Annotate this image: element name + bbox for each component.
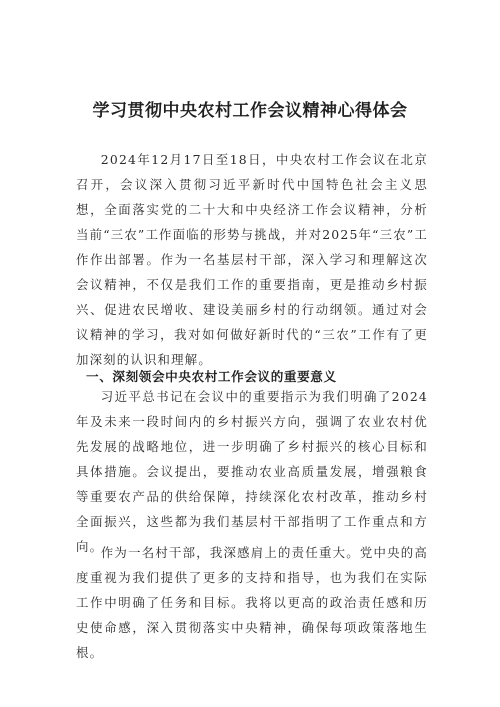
document-title: 学习贯彻中央农村工作会议精神心得体会: [92, 101, 408, 121]
paragraph-text: 作为一名村干部，我深感肩上的责任重大。党中央的高度重视为我们提供了更多的支持和指导，也为我们在实际工作中明确了任务和目标。我将以更高的政治责任感和历史使命感，深入贯彻落实中央精神，确保每项政策落地生根。: [76, 545, 428, 660]
section-heading: 一、深刻领会中央农村工作会议的重要意义: [86, 369, 337, 384]
paragraph-text: 习近平总书记在会议中的重要指示为我们明确了2024年及未来一段时间内的乡村振兴方向，强调了农业农村优先发展的战略地位，进一步明确了乡村振兴的核心目标和具体措施。会议提出，要推动农业高质量发展，增强粮食等重要农产品的供给保障，持续深化农村改革，推动乡村全面振兴，这些都为我们基层村干部指明了工作重点和方向。: [76, 389, 428, 554]
paragraph-intro: [76, 147, 428, 372]
paragraph-text: 2024年12月17日至18日，中央农村工作会议在北京召开，会议深入贯彻习近平新时代中国特色社会主义思想，全面落实党的二十大和中央经济工作会议精神，分析当前“三农”工作面临的形势与挑战，并对2025年“三农”工作作出部署。作为一名基层村干部，深入学习和理解这次会议精神，不仅是我们工作的重要指南，更是推动乡村振兴、促进农民增收、建设美丽乡村的行动纲领。通过对会议精神的学习，我对如何做好新时代的“三农”工作有了更加深刻的认识和理解。: [76, 152, 428, 367]
paragraph-significance: [76, 384, 428, 559]
paragraph-responsibility: [76, 540, 428, 665]
